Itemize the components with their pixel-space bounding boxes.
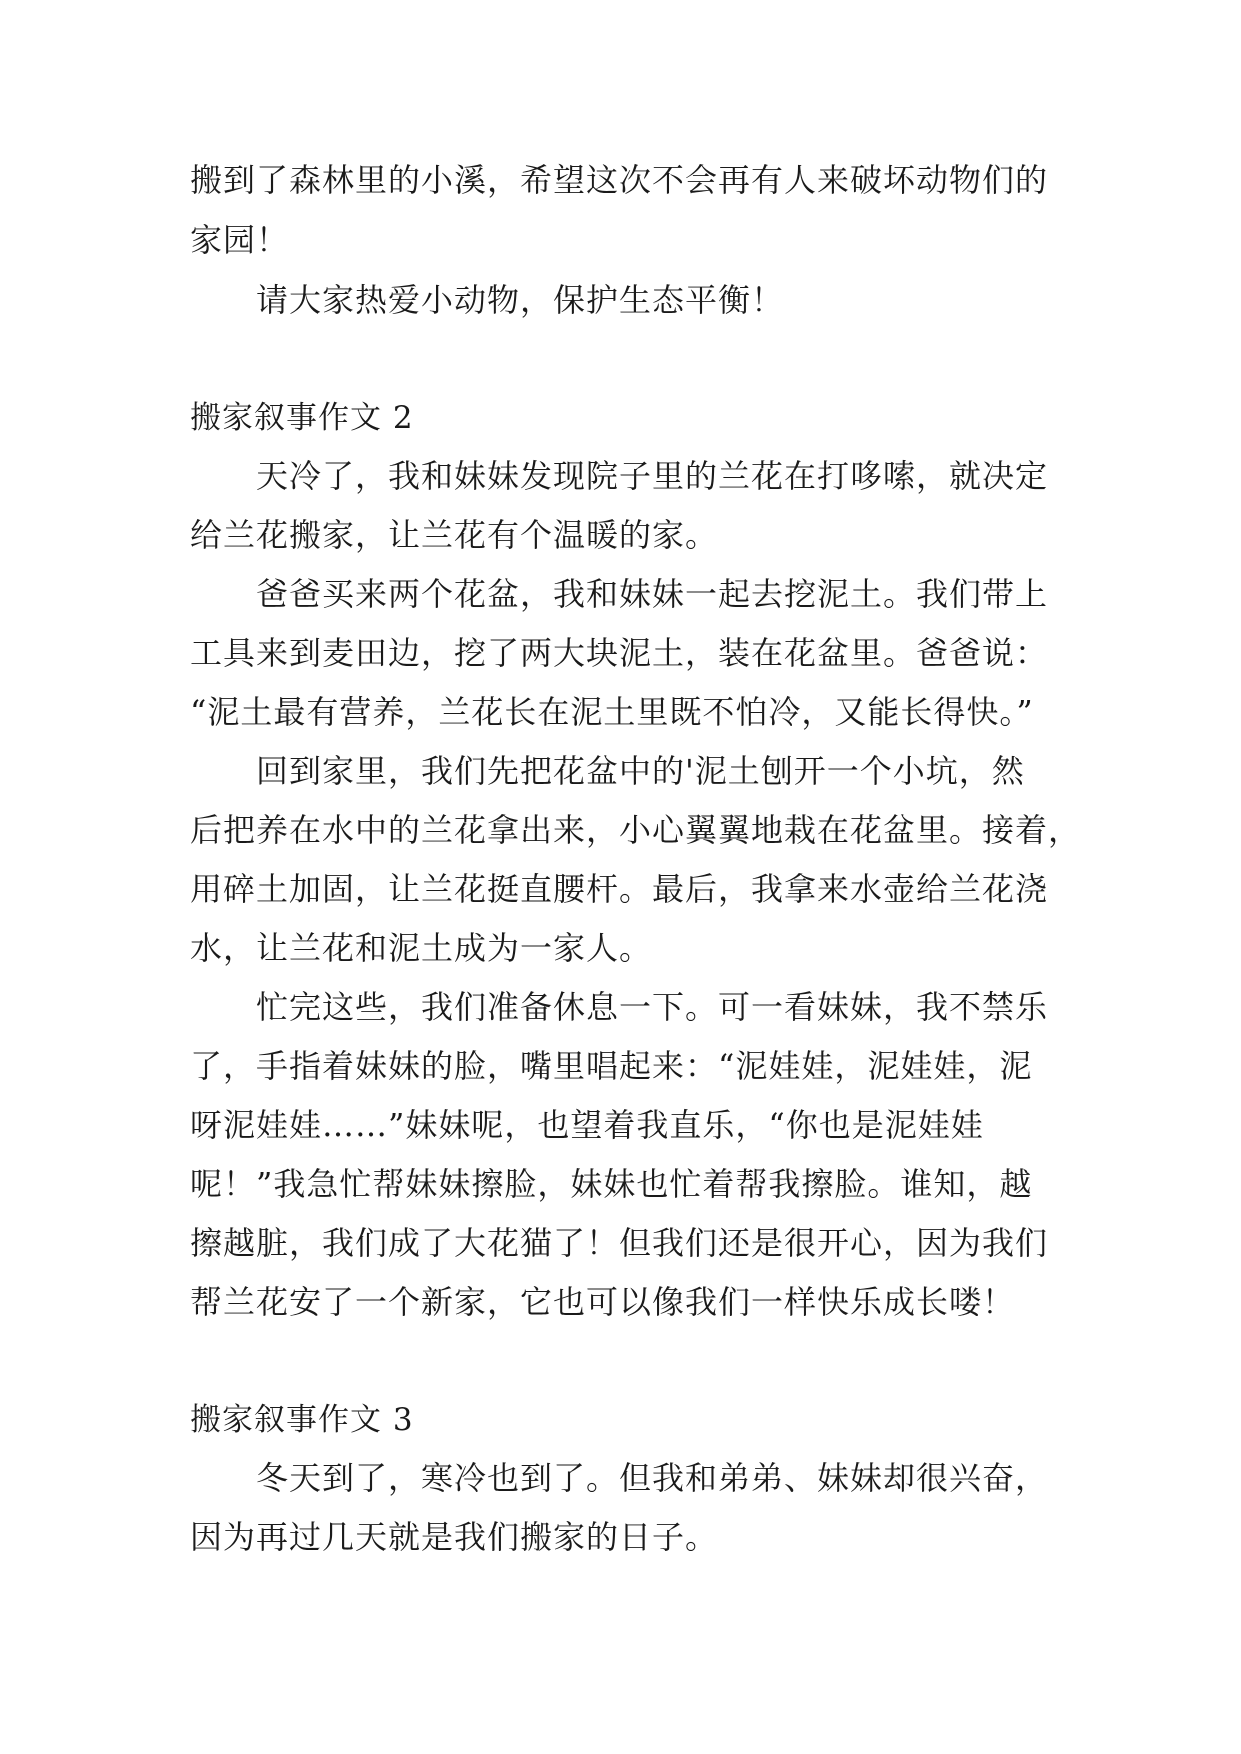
paragraph-line: 了，手指着妹妹的脸，嘴里唱起来：“泥娃娃，泥娃娃，泥 <box>190 1047 1033 1085</box>
paragraph-line: 冬天到了，寒冷也到了。但我和弟弟、妹妹却很兴奋， <box>256 1459 1049 1497</box>
paragraph-line: 因为再过几天就是我们搬家的日子。 <box>190 1518 719 1556</box>
paragraph-line: 给兰花搬家，让兰花有个温暖的家。 <box>190 516 719 554</box>
paragraph-line: 爸爸买来两个花盆，我和妹妹一起去挖泥土。我们带上 <box>256 575 1049 613</box>
section-heading: 搬家叙事作文 3 <box>190 1402 414 1438</box>
paragraph-line: 擦越脏，我们成了大花猫了！但我们还是很开心，因为我们 <box>190 1224 1049 1262</box>
paragraph-line: 回到家里，我们先把花盆中的'泥土刨开一个小坑，然 <box>256 752 1025 790</box>
paragraph-line: 天冷了，我和妹妹发现院子里的兰花在打哆嗦，就决定 <box>256 457 1049 495</box>
paragraph-line: 帮兰花安了一个新家，它也可以像我们一样快乐成长喽！ <box>190 1283 1016 1321</box>
paragraph-line: 呢！”我急忙帮妹妹擦脸，妹妹也忙着帮我擦脸。谁知，越 <box>190 1165 1033 1203</box>
paragraph-line: “泥土最有营养，兰花长在泥土里既不怕冷，又能长得快。” <box>190 693 1034 731</box>
paragraph-line: 水，让兰花和泥土成为一家人。 <box>190 929 653 967</box>
section-heading: 搬家叙事作文 2 <box>190 400 414 436</box>
paragraph-line: 家园！ <box>190 221 290 259</box>
paragraph-line: 用碎土加固，让兰花挺直腰杆。最后，我拿来水壶给兰花浇 <box>190 870 1049 908</box>
paragraph-line: 忙完这些，我们准备休息一下。可一看妹妹，我不禁乐 <box>256 988 1049 1026</box>
paragraph-line: 工具来到麦田边，挖了两大块泥土，装在花盆里。爸爸说： <box>190 634 1049 672</box>
paragraph-line: 搬到了森林里的小溪，希望这次不会再有人来破坏动物们的 <box>190 161 1049 199</box>
paragraph-line: 呀泥娃娃……”妹妹呢，也望着我直乐，“你也是泥娃娃 <box>190 1106 984 1144</box>
paragraph-line: 请大家热爱小动物，保护生态平衡！ <box>256 281 785 319</box>
paragraph-line: 后把养在水中的兰花拿出来，小心翼翼地栽在花盆里。接着， <box>190 811 1082 849</box>
